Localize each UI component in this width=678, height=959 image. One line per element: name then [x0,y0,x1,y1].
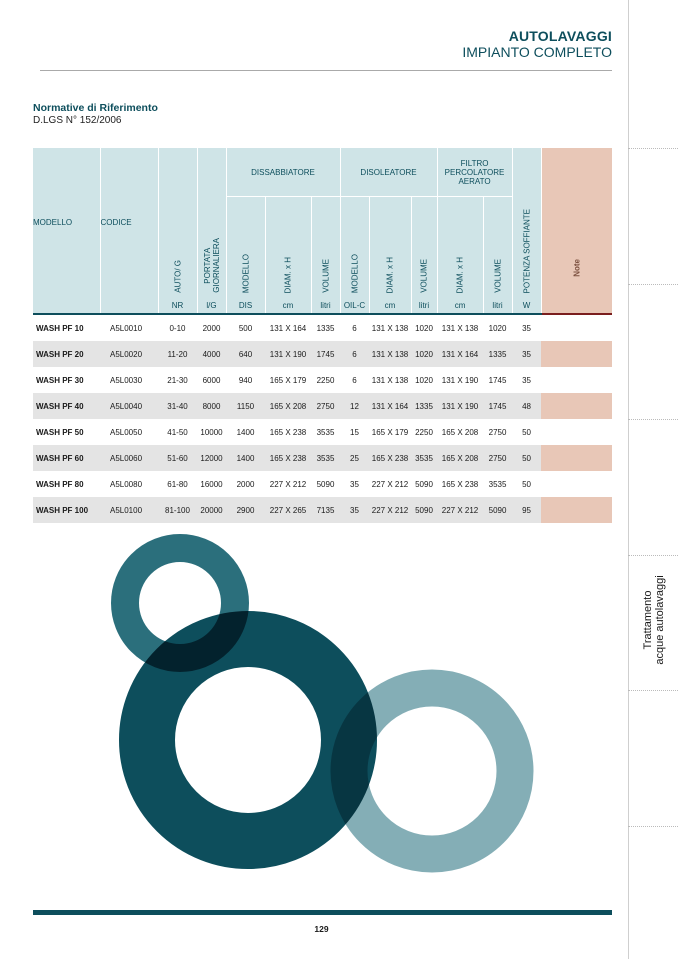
table-cell: 1745 [483,393,512,419]
header-codice: CODICE [100,148,158,297]
table-cell: 35 [522,375,531,385]
sub-dis-volume: VOLUME [311,197,340,298]
table-cell: 95 [512,497,541,523]
cell-code: A5L0020 [100,341,158,367]
table-cell: 50 [522,427,531,437]
table-cell: 81-100 [158,497,197,523]
cell-model: WASH PF 80 [36,479,84,489]
table-cell: 6 [352,375,357,385]
sub-dis-diam: DIAM. x H [265,197,311,298]
cell-code: A5L0060 [100,445,158,471]
table-cell: 4000 [197,341,226,367]
unit-label: W [512,297,541,314]
table-cell: 2900 [226,497,265,523]
table-cell: 6 [340,341,369,367]
cell-code: A5L0080 [110,479,143,489]
table-cell: 1020 [411,341,437,367]
table-cell: 15 [350,427,359,437]
table-cell: 227 X 212 [437,497,483,523]
table-cell: 165 X 208 [437,445,483,471]
header-note: Note [541,148,612,297]
unit-label: DIS [226,297,265,314]
table-cell: 16000 [200,479,223,489]
unit-label: NR [158,297,197,314]
sub-dol-volume: VOLUME [411,197,437,298]
table-cell: 12 [340,393,369,419]
table-cell: 1020 [415,323,433,333]
table-cell: 6000 [202,375,221,385]
table-cell: 1400 [226,445,265,471]
table-cell: 131 X 190 [441,375,479,385]
table-cell: 227 X 212 [269,479,307,489]
table-cell: 3535 [316,427,335,437]
cell-model: WASH PF 50 [36,427,84,437]
unit-label: cm [369,297,411,314]
table-cell: 165 X 238 [269,427,307,437]
cell-model: WASH PF 100 [33,497,100,523]
table-cell: 25 [340,445,369,471]
table-cell: 2250 [316,375,335,385]
side-label-line2: acque autolavaggi [654,575,666,665]
header-auto: AUTO/ G [158,148,197,297]
table-cell: 35 [340,497,369,523]
table-cell: 1335 [316,323,335,333]
norms-title: Normative di Riferimento [33,102,158,114]
table-cell: 131 X 164 [437,341,483,367]
sub-dis-modello: MODELLO [226,197,265,298]
table-cell: 165 X 238 [369,445,411,471]
table-cell: 940 [238,375,253,385]
page-number: 129 [314,924,329,934]
table-cell: 640 [226,341,265,367]
table-cell: 41-50 [167,427,188,437]
table-cell: 48 [512,393,541,419]
unit-label: litri [411,297,437,314]
table-cell: 1745 [311,341,340,367]
table-cell: 131 X 138 [371,375,409,385]
table-cell: 50 [522,479,531,489]
table-cell: 50 [512,445,541,471]
table-cell: 1335 [411,393,437,419]
unit-label: litri [311,297,340,314]
cell-code: A5L0100 [100,497,158,523]
table-cell: 131 X 164 [269,323,307,333]
sub-fil-diam: DIAM. x H [437,197,483,298]
table-cell: 1335 [483,341,512,367]
unit-label: OIL-C [340,297,369,314]
table-cell: 500 [238,323,253,333]
table-cell: 165 X 179 [371,427,409,437]
cell-model: WASH PF 20 [33,341,100,367]
table-cell: 35 [350,479,359,489]
table-cell: 5090 [415,479,433,489]
table-cell: 2000 [236,479,255,489]
ring-light [349,688,515,854]
table-cell: 10000 [200,427,223,437]
table-cell: 0-10 [169,323,186,333]
unit-label: cm [437,297,483,314]
table-cell: 1020 [415,375,433,385]
footer-bar [33,910,612,915]
table-cell: 2000 [202,323,221,333]
table-cell: 165 X 208 [441,427,479,437]
sub-dol-diam: DIAM. x H [369,197,411,298]
cell-code: A5L0050 [110,427,143,437]
table-cell: 5090 [483,497,512,523]
cell-model: WASH PF 60 [33,445,100,471]
table-cell: 227 X 212 [371,479,409,489]
cell-code: A5L0030 [110,375,143,385]
table-cell: 61-80 [167,479,188,489]
sub-dol-modello: MODELLO [340,197,369,298]
table-cell: 165 X 238 [265,445,311,471]
table-cell: 20000 [197,497,226,523]
table-cell: 6 [352,323,357,333]
cell-code: A5L0040 [100,393,158,419]
header-title: AUTOLAVAGGI [508,28,612,44]
table-cell: 51-60 [158,445,197,471]
table-cell: 3535 [311,445,340,471]
table-cell: 1400 [236,427,255,437]
table-cell: 227 X 212 [369,497,411,523]
cell-code: A5L0010 [110,323,143,333]
unit-label: cm [265,297,311,314]
table-cell: 5090 [316,479,335,489]
table-cell: 131 X 138 [369,341,411,367]
table-cell: 1020 [488,323,507,333]
table-cell: 131 X 138 [371,323,409,333]
table-cell: 227 X 265 [265,497,311,523]
header-dissabbiatore: DISSABBIATORE [226,148,340,197]
cell-model: WASH PF 30 [36,375,84,385]
cell-model: WASH PF 40 [33,393,100,419]
table-cell: 131 X 138 [441,323,479,333]
header-modello: MODELLO [33,148,100,297]
table-cell: 12000 [197,445,226,471]
table-cell: 1150 [226,393,265,419]
cell-model: WASH PF 10 [36,323,84,333]
table-cell: 131 X 190 [437,393,483,419]
table-cell: 3535 [411,445,437,471]
sub-fil-volume: VOLUME [483,197,512,298]
table-cell: 35 [522,323,531,333]
table-cell: 2750 [488,427,507,437]
unit-label: l/G [197,297,226,314]
header-portata: PORTATA GIORNALIERA [197,148,226,297]
table-cell: 1745 [488,375,507,385]
table-cell: 31-40 [158,393,197,419]
unit-label: litri [483,297,512,314]
table-cell: 165 X 179 [269,375,307,385]
norms-text: D.LGS N° 152/2006 [33,115,122,126]
table-cell: 8000 [197,393,226,419]
table-cell: 5090 [411,497,437,523]
header-filtro: FILTRO PERCOLATORE AERATO [437,148,512,197]
table-cell: 11-20 [158,341,197,367]
table-cell: 2750 [483,445,512,471]
side-label-line1: Trattamento [642,590,654,650]
header-disoleatore: DISOLEATORE [340,148,437,197]
table-cell: 165 X 208 [265,393,311,419]
table-cell: 165 X 238 [441,479,479,489]
table-cell: 2750 [311,393,340,419]
table-cell: 7135 [311,497,340,523]
table-cell: 3535 [488,479,507,489]
table-cell: 35 [512,341,541,367]
header-subtitle: IMPIANTO COMPLETO [462,44,612,60]
table-cell: 131 X 164 [369,393,411,419]
table-cell: 2250 [415,427,433,437]
table-cell: 131 X 190 [265,341,311,367]
header-potenza: POTENZA SOFFIANTE [512,148,541,297]
table-cell: 21-30 [167,375,188,385]
